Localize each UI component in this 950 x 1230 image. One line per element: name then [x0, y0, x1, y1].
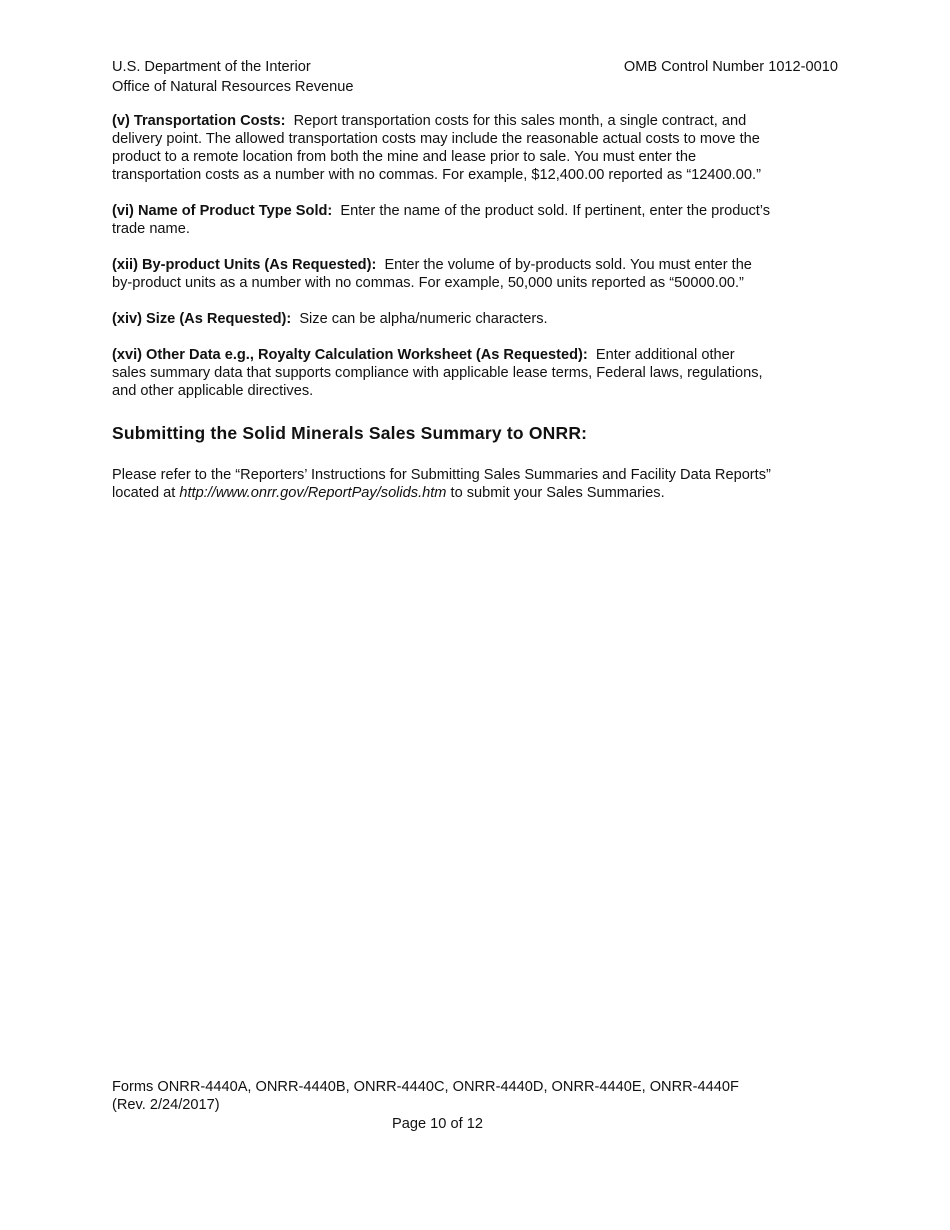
page-number: Page 10 of 12	[392, 1116, 483, 1132]
footer-form-numbers: Forms ONRR-4440A, ONRR-4440B, ONRR-4440C, ONRR-4440D, ONRR-4440E, ONRR-4440F (Rev. 2/24/2017)	[112, 1079, 739, 1113]
product-name-text: Enter the name of the product sold. If pertinent, enter the product’s trade name.	[112, 203, 771, 237]
submitting-section-title: Submitting the Solid Minerals Sales Summary to ONRR:	[112, 423, 588, 443]
header-left	[112, 57, 353, 97]
other-data-text: Enter additional other sales summary data that supports compliance with applicable lease terms, Federal laws, regulations, and other applicable directives.	[112, 347, 763, 399]
other-data-paragraph	[112, 346, 772, 400]
department-name: U.S. Department of the Interior	[112, 59, 311, 75]
transportation-costs-text: Report transportation costs for this sales month, a single contract, and delivery point. The allowed transportation costs may include the reasonable actual costs to move the product to a remote location from both the mine and lease prior to sale. You must enter the transportation costs as a number with no commas. For example, $12,400.00 reported as “12400.00.”	[112, 113, 761, 183]
product-name-paragraph	[112, 202, 772, 238]
office-name: Office of Natural Resources Revenue	[112, 79, 354, 95]
transportation-costs-label: (v) Transportation Costs:	[112, 113, 286, 129]
size-text: Size can be alpha/numeric characters.	[299, 311, 548, 327]
product-name-label: (vi) Name of Product Type Sold:	[112, 203, 333, 219]
other-data-label: (xvi) Other Data e.g., Royalty Calculation Worksheet (As Requested):	[112, 347, 588, 363]
submitting-text-before: Please refer to the “Reporters’ Instructions for Submitting Sales Summaries and Facility Data Reports” located at	[112, 467, 771, 501]
byproduct-units-paragraph	[112, 256, 772, 292]
document-body	[112, 112, 772, 520]
transportation-costs-paragraph	[112, 112, 772, 184]
size-paragraph	[112, 310, 772, 328]
size-label: (xiv) Size (As Requested):	[112, 311, 292, 327]
byproduct-units-text: Enter the volume of by-products sold. You must enter the by-product units as a number with no commas. For example, 50,000 units reported as “50000.00.”	[112, 257, 752, 291]
submitting-text-after: to submit your Sales Summaries.	[446, 485, 665, 501]
omb-control-number: OMB Control Number 1012-0010	[623, 59, 838, 75]
byproduct-units-label: (xii) By-product Units (As Requested):	[112, 257, 377, 273]
onrr-solids-url[interactable]: http://www.onrr.gov/ReportPay/solids.htm	[179, 485, 447, 501]
submitting-paragraph	[112, 466, 772, 502]
